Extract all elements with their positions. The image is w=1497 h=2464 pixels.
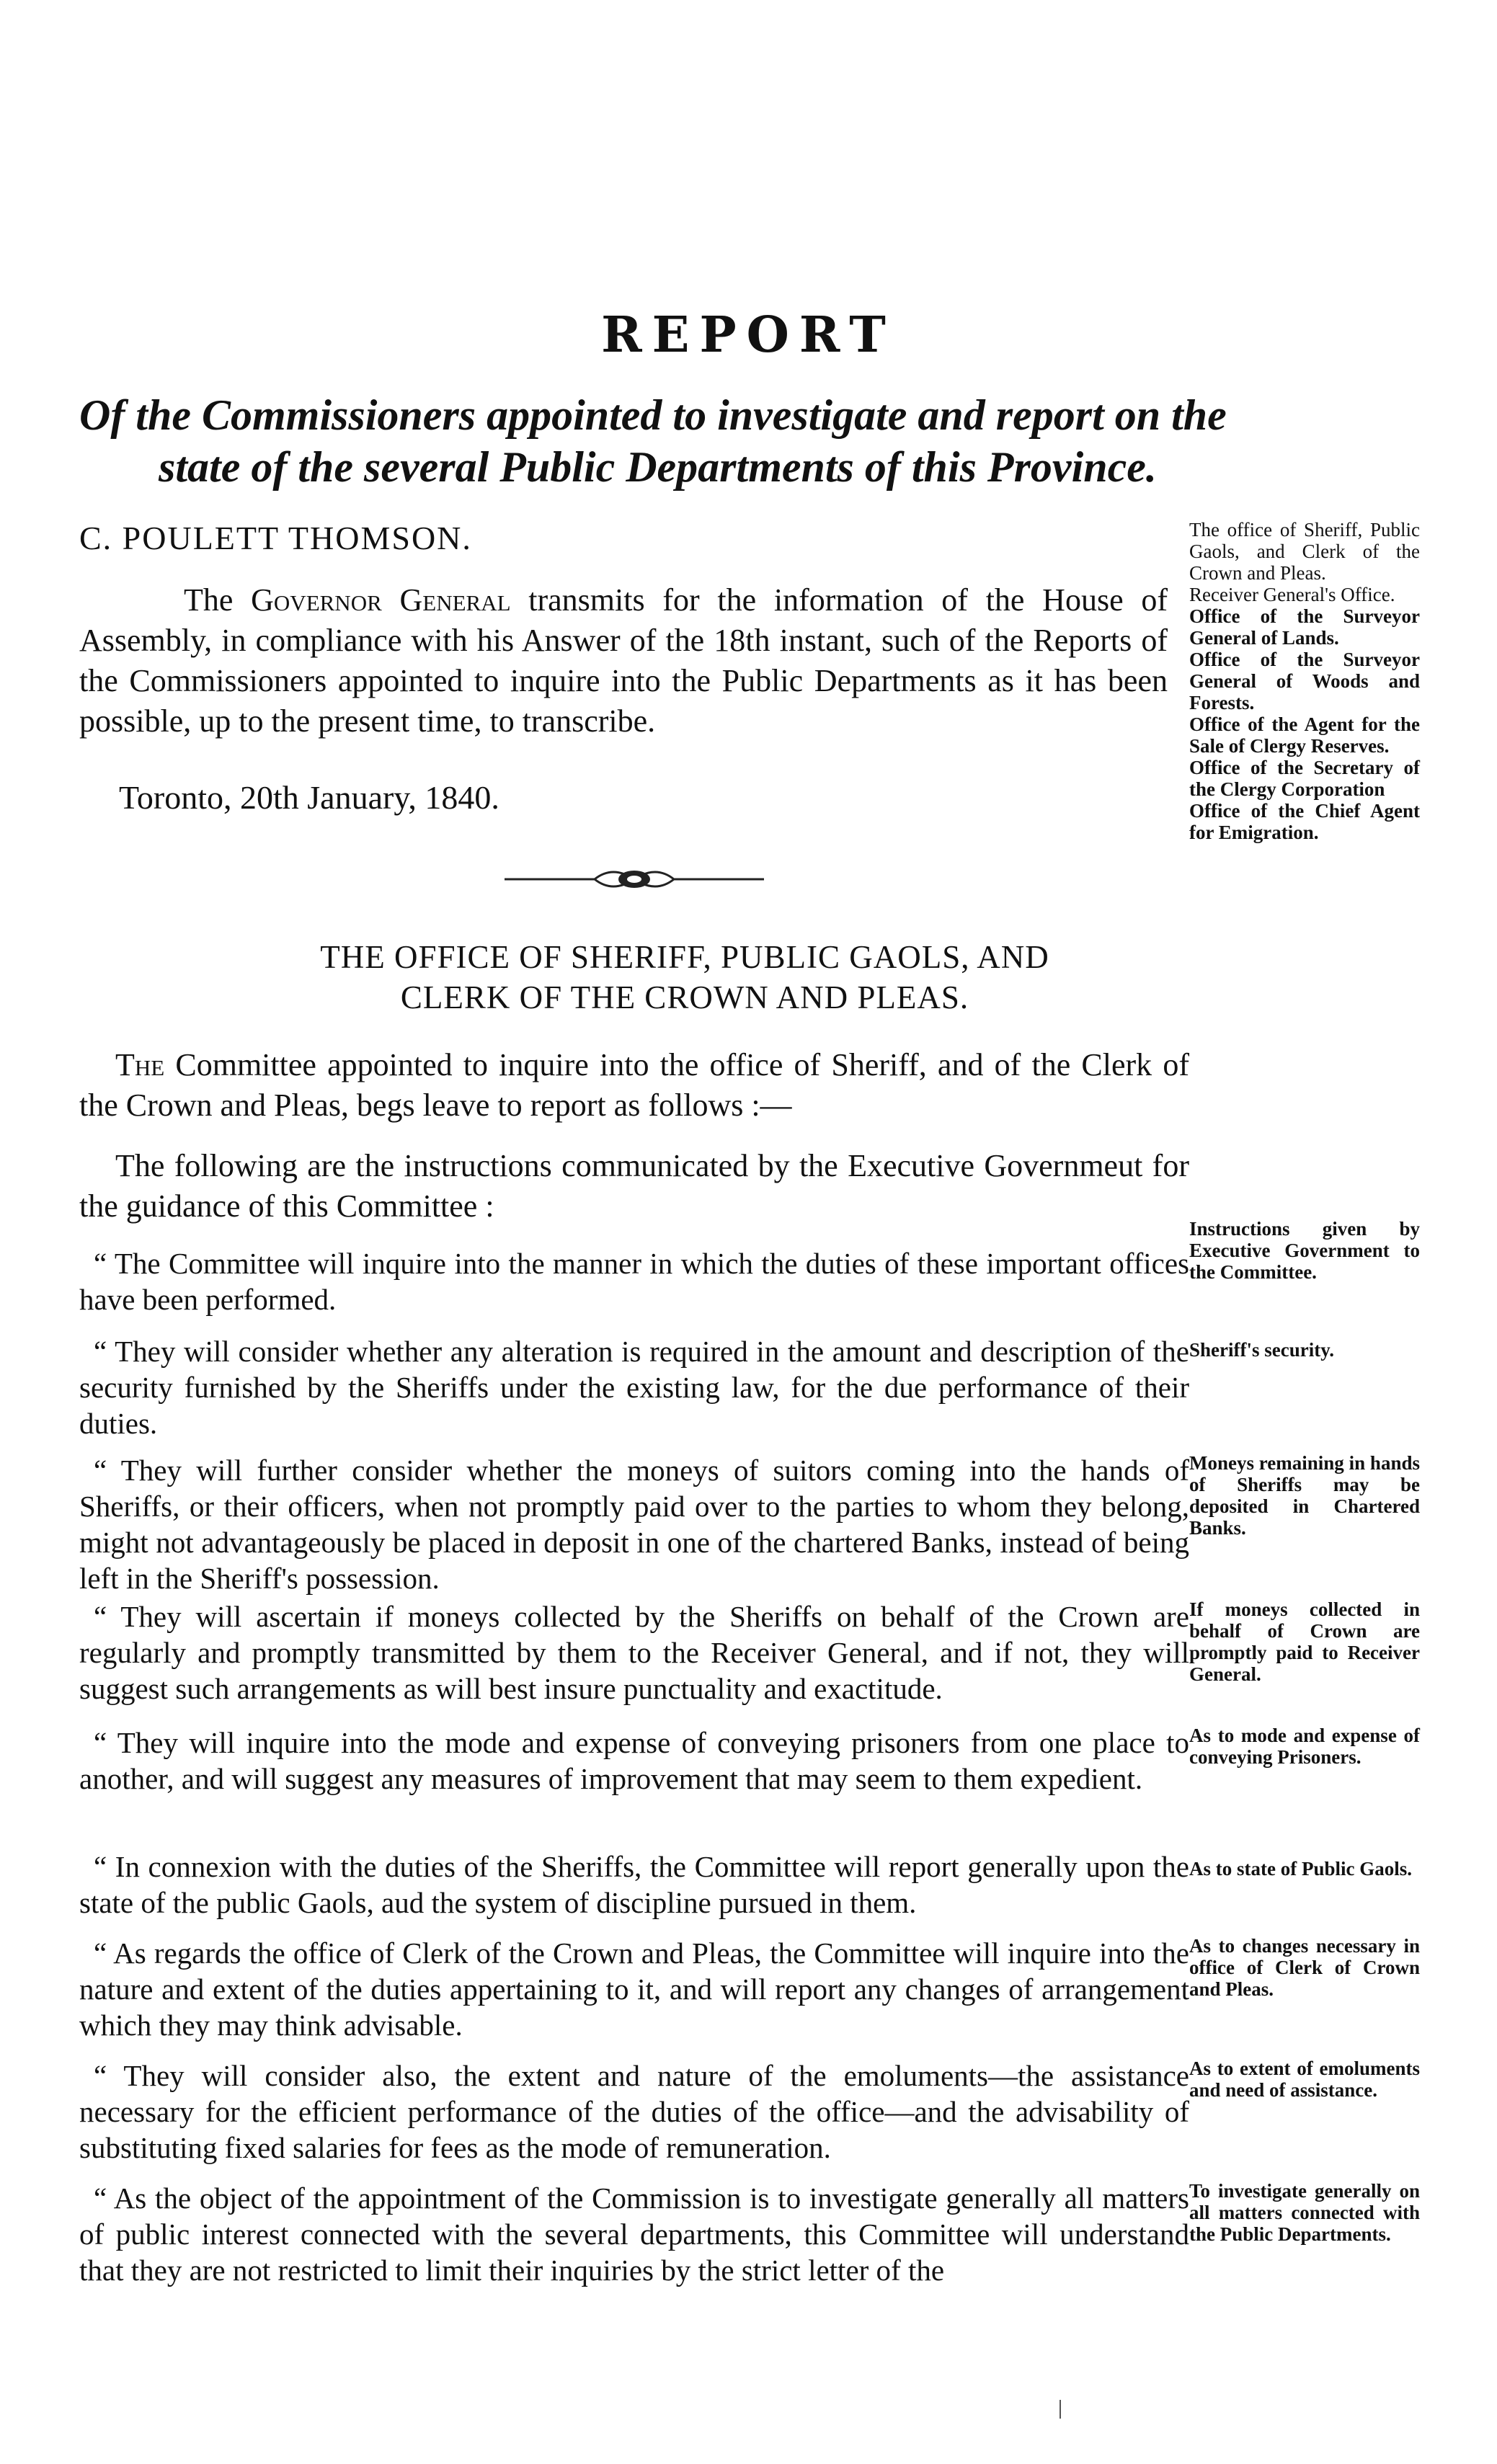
margin-contents-list [1189,519,1420,843]
section-heading [216,937,1153,1018]
signer-name: C. POULETT THOMSON. [79,520,472,556]
side-note: Instructions given by Executive Government to the Committee. [1189,1218,1420,1283]
body-paragraph: “ They will further consider whether the moneys of suitors coming into the hands of Sheriffs, or their officers, when not promptly paid over to the parties to whom they belong, might not advantageously be placed in deposit in one of the chartered Banks, instead of being left in the Sheriff's possession. [79,1454,1189,1595]
print-mark [1060,2400,1061,2419]
body-paragraph: “ In connexion with the duties of the Sheriffs, the Committee will report generally upon the state of the public Gaols, aud the system of discipline pursued in them. [79,1850,1189,1919]
margin-contents-item: Receiver General's Office. [1189,584,1395,605]
margin-contents-item: Office of the Surveyor General of Woods and Forests. [1189,649,1420,713]
intro-lead: The [115,1047,165,1082]
body-paragraph: “ As the object of the appointment of the Commission is to investigate generally all matters of public interest connected with the several departments, this Committee will understand that they are not restricted to limit their inquiries by the strict letter of the [79,2181,1189,2287]
body-paragraph: “ They will inquire into the mode and expense of conveying prisoners from one place to another, and will suggest any measures of improvement that may seem to them expedient. [79,1726,1189,1795]
margin-contents-item: Office of the Chief Agent for Emigration. [1189,800,1420,843]
section-heading-line-1: THE OFFICE OF SHERIFF, PUBLIC GAOLS, AND [320,939,1049,975]
transmittal-text: transmits for the information of the House of Assembly, in compliance with his Answer of the 18th instant, such of the Reports of the Commissioners appointed to inquire into the Public Departments as it has been possible, up to the present time, to transcribe. [79,582,1168,739]
margin-contents-item: Office of the Surveyor General of Lands. [1189,605,1420,649]
subtitle-line-2: state of the several Public Departments of this Province. [159,443,1157,491]
body-paragraph: “ They will ascertain if moneys collected by the Sheriffs on behalf of the Crown are regularly and promptly transmitted by them to the Receiver General, and if not, they will suggest such arrangements as will best insure punctuality and exactitude. [79,1600,1189,1705]
side-note: If moneys collected in behalf of Crown are promptly paid to Receiver General. [1189,1598,1420,1685]
report-subtitle [79,389,1442,493]
transmittal-lead: The [184,582,252,618]
side-note: Moneys remaining in hands of Sheriffs may be deposited in Chartered Banks. [1189,1452,1420,1539]
margin-contents-item: The office of Sheriff, Public Gaols, and Clerk of the Crown and Pleas. [1189,519,1420,584]
governor-general-title: Governor General [251,582,511,618]
report-title: REPORT [601,306,896,364]
side-note: Sheriff's security. [1189,1339,1334,1361]
body-paragraph: “ They will consider also, the extent and nature of the emoluments—the assistance necessary for the efficient performance of the duties of the office—and the advisability of substituting fixed salaries for fees as the mode of remuneration. [79,2059,1189,2164]
side-note: As to mode and expense of conveying Prisoners. [1189,1725,1420,1768]
margin-contents-item: Office of the Agent for the Sale of Clergy Reserves. [1189,713,1420,757]
intro-text: Committee appointed to inquire into the office of Sheriff, and of the Clerk of the Crown and Pleas, begs leave to report as follows :— [79,1047,1189,1123]
dateline: Toronto, 20th January, 1840. [119,779,499,816]
margin-contents-item: Office of the Secretary of the Clergy Corporation [1189,757,1420,800]
side-note: As to state of Public Gaols. [1189,1858,1412,1880]
instructions-paragraph: The following are the instructions communicated by the Executive Governmeut for the guidance of this Committee : [79,1148,1189,1224]
body-paragraph: “ The Committee will inquire into the manner in which the duties of these important offices have been performed. [79,1247,1189,1316]
side-note: As to extent of emoluments and need of assistance. [1189,2058,1420,2101]
subtitle-line-1: Of the Commissioners appointed to investigate and report on the [79,391,1227,439]
side-note: As to changes necessary in office of Clerk of Crown and Pleas. [1189,1935,1420,2000]
intro-paragraph [79,1045,1189,1126]
section-heading-line-2: CLERK OF THE CROWN AND PLEAS. [400,979,969,1015]
side-note: To investigate generally on all matters connected with the Public Departments. [1189,2180,1420,2245]
body-paragraph: “ They will consider whether any alteration is required in the amount and description of the security furnished by the Sheriffs under the existing law, for the due performance of their duties. [79,1335,1189,1440]
transmittal-paragraph [79,580,1168,742]
ornament-divider [497,858,771,901]
body-paragraph: “ As regards the office of Clerk of the Crown and Pleas, the Committee will inquire into the nature and extent of the duties appertaining to it, and will report any changes of arrangement which they may think advisable. [79,1936,1189,2042]
